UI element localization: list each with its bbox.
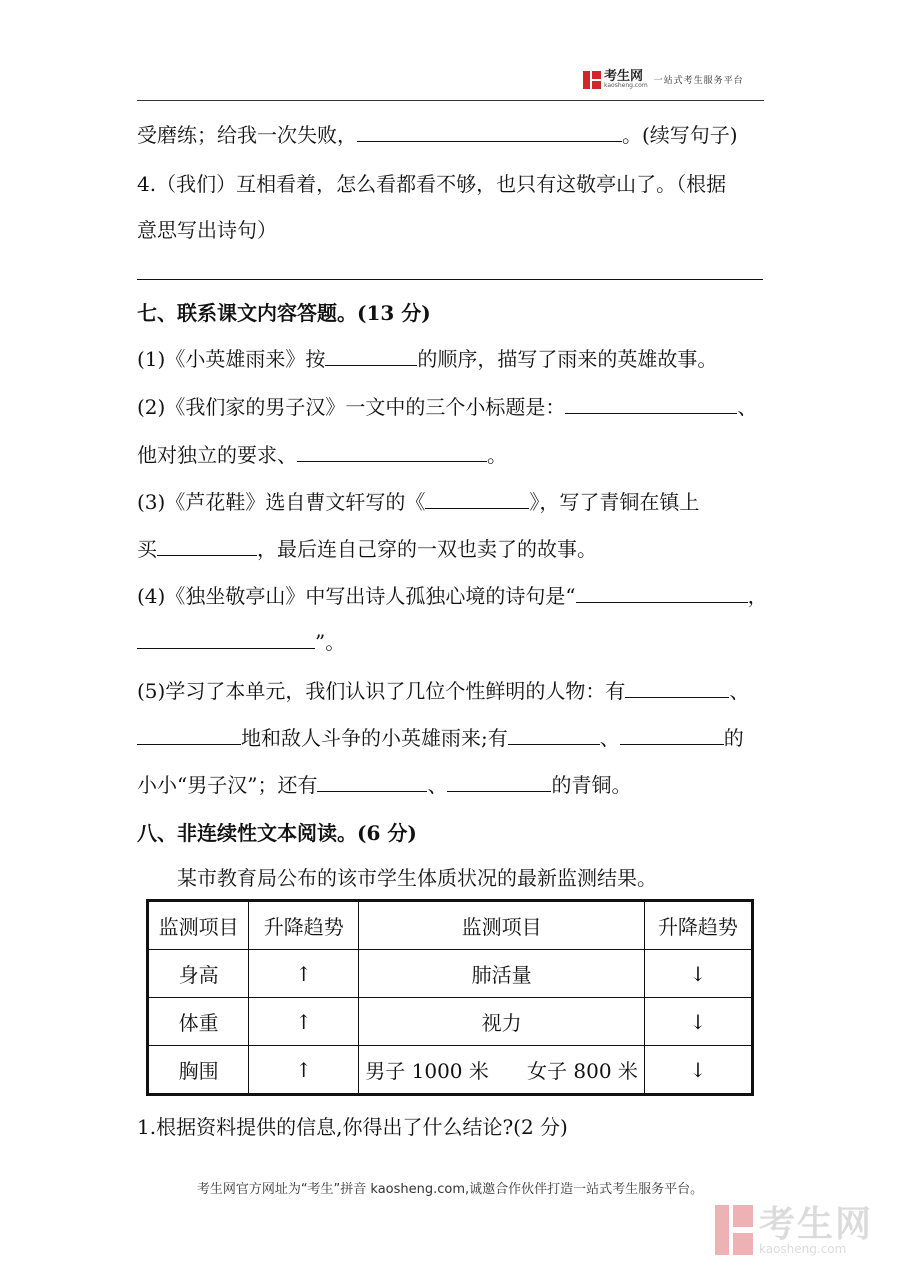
s7-q5-line3: 小小“男子汉”；还有 、 的青铜。 (137, 769, 631, 798)
kaosheng-watermark-icon (715, 1205, 753, 1255)
logo-url: kaosheng.com (604, 82, 648, 89)
logo-slogan: 一站式考生服务平台 (653, 76, 744, 86)
table-cell: 身高 (148, 950, 249, 998)
table-row (148, 1046, 753, 1095)
trend-down-cell: ↓ (644, 1046, 752, 1095)
monitoring-table (146, 899, 754, 1096)
header-divider (137, 100, 764, 101)
s7-q5-line2: 地和敌人斗争的小英雄雨来;有 、 的 (137, 722, 744, 751)
q3-continue-line: 受磨练；给我一次失败， 。(续写句子) (137, 119, 738, 148)
trend-up-cell: ↑ (249, 1046, 359, 1095)
table-cell: 体重 (148, 998, 249, 1046)
table-header-cell: 监测项目 (359, 901, 645, 950)
kaosheng-logo-icon (583, 71, 601, 89)
page-footer: 考生网官方网址为“考生”拼音 kaosheng.com,诚邀合作伙伴打造一站式考生服务平台。 (196, 1182, 704, 1197)
watermark-name: 考生网 (759, 1204, 874, 1245)
q4-line-a: 4.（我们）互相看着，怎么看都看不够，也只有这敬亭山了。（根据 (137, 172, 727, 196)
trend-down-cell: ↓ (644, 998, 752, 1046)
table-header-cell: 升降趋势 (644, 901, 752, 950)
s7-q2-line1: (2)《我们家的男子汉》一文中的三个小标题是： 、 (137, 391, 757, 420)
table-header-row (148, 901, 753, 950)
table-header-cell: 监测项目 (148, 901, 249, 950)
table-cell: 肺活量 (359, 950, 645, 998)
table-header-cell: 升降趋势 (249, 901, 359, 950)
table-row (148, 950, 753, 998)
watermark (715, 1205, 873, 1255)
s7-q2-line2: 他对独立的要求、 。 (137, 439, 507, 468)
q4-answer-line (137, 279, 763, 280)
trend-up-cell: ↑ (249, 950, 359, 998)
table-row (148, 998, 753, 1046)
table-cell: 视力 (359, 998, 645, 1046)
table-cell: 男子 1000 米 女子 800 米 (359, 1046, 645, 1095)
s7-q3-line1: (3)《芦花鞋》选自曹文轩写的《 》，写了青铜在镇上 (137, 486, 699, 515)
s7-q5-line1: (5)学习了本单元，我们认识了几位个性鲜明的人物：有 、 (137, 675, 749, 704)
s8-q1: 1.根据资料提供的信息,你得出了什么结论?(2 分) (137, 1115, 568, 1139)
section8-intro: 某市教育局公布的该市学生体质状况的最新监测结果。 (177, 866, 657, 890)
s7-q4-line1: (4)《独坐敬亭山》中写出诗人孤独心境的诗句是“ ， (137, 580, 768, 609)
header-logo (583, 70, 744, 89)
table-cell: 胸围 (148, 1046, 249, 1095)
q4-line-b: 意思写出诗句） (137, 218, 277, 242)
trend-down-cell: ↓ (644, 950, 752, 998)
s7-q3-line2: 买 ，最后连自己穿的一双也卖了的故事。 (137, 533, 597, 562)
section7-title: 七、联系课文内容答题。(13 分) (137, 301, 431, 325)
s7-q4-line2: ”。 (137, 626, 345, 655)
s7-q1: (1)《小英雄雨来》按 的顺序，描写了雨来的英雄故事。 (137, 343, 717, 372)
logo-name: 考生网 (604, 69, 644, 84)
trend-up-cell: ↑ (249, 998, 359, 1046)
section8-title: 八、非连续性文本阅读。(6 分) (137, 821, 417, 845)
watermark-url: kaosheng.com (759, 1242, 847, 1256)
